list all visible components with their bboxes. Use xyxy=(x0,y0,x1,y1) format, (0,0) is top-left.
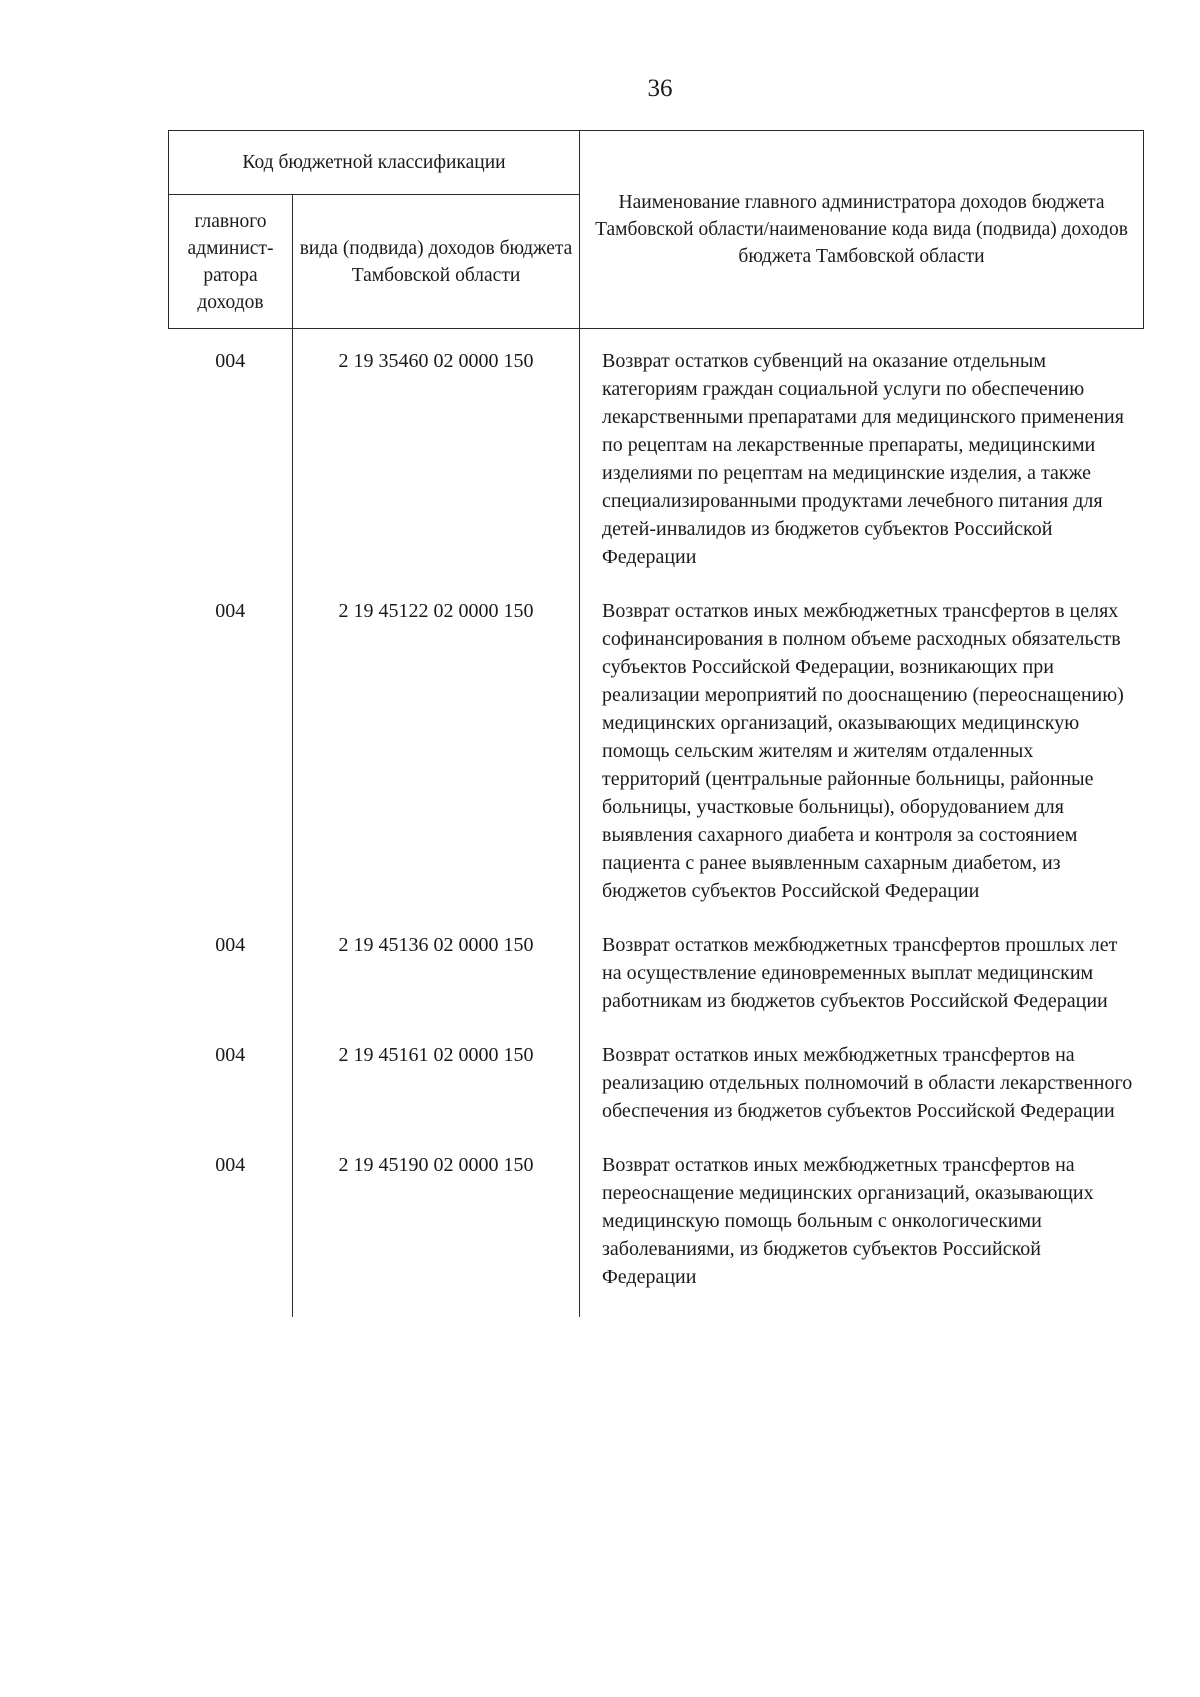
table-row xyxy=(169,1151,1144,1317)
page-number: 36 xyxy=(647,75,673,102)
admin-code-cell: 004 xyxy=(169,931,293,1041)
admin-code-cell: 004 xyxy=(169,1041,293,1151)
budget-classification-table xyxy=(168,130,1144,1317)
header-group-title: Код бюджетной классификации xyxy=(169,131,580,195)
income-code-cell: 2 19 35460 02 0000 150 xyxy=(293,347,580,597)
income-name-cell: Возврат остатков иных межбюджетных трансфертов на переоснащение медицинских организаций, оказывающих медицинскую помощь больным с онкологическими заболеваниями, из бюджетов субъектов Российской Федерации xyxy=(602,1154,1094,1288)
table-row xyxy=(169,1041,1144,1151)
table-header xyxy=(169,131,1144,329)
admin-code-cell: 004 xyxy=(169,597,293,931)
header-col-code: вида (подвида) доходов бюджета Тамбовской области xyxy=(293,195,580,329)
table-row xyxy=(169,347,1144,597)
table-row xyxy=(169,931,1144,1041)
income-name-cell: Возврат остатков иных межбюджетных трансфертов на реализацию отдельных полномочий в области лекарственного обеспечения из бюджетов субъектов Российской Федерации xyxy=(602,1044,1133,1122)
income-name-cell: Возврат остатков субвенций на оказание отдельным категориям граждан социальной услуги по обеспечению лекарственными препаратами для медицинского применения по рецептам на лекарственные препараты, медицинскими изделиями по рецептам на медицинские изделия, а также специализированными продуктами лечебного питания для детей-инвалидов из бюджетов субъектов Российской Федерации xyxy=(602,350,1124,568)
income-code-cell: 2 19 45190 02 0000 150 xyxy=(293,1151,580,1317)
income-name-cell: Возврат остатков иных межбюджетных трансфертов в целях софинансирования в полном объеме расходных обязательств субъектов Российской Федерации, возникающих при реализации мероприятий по дооснащению (переоснащению) медицинских организаций, оказывающих медицинскую помощь сельским жителям и жителям отдаленных территорий (центральные районные больницы, районные больницы, участковые больницы), оборудованием для выявления сахарного диабета и контроля за состоянием пациента с ранее выявленным сахарным диабетом, из бюджетов субъектов Российской Федерации xyxy=(602,600,1124,902)
income-code-cell: 2 19 45161 02 0000 150 xyxy=(293,1041,580,1151)
table-body xyxy=(169,329,1144,1318)
income-code-cell: 2 19 45136 02 0000 150 xyxy=(293,931,580,1041)
table-spacer xyxy=(169,329,1144,348)
header-col-admin: главного админист-ратора доходов xyxy=(169,195,293,329)
table-row xyxy=(169,597,1144,931)
income-name-cell: Возврат остатков межбюджетных трансфертов прошлых лет на осуществление единовременных выплат медицинским работникам из бюджетов субъектов Российской Федерации xyxy=(602,934,1118,1012)
admin-code-cell: 004 xyxy=(169,347,293,597)
header-col-name: Наименование главного администратора доходов бюджета Тамбовской области/наименование кода вида (подвида) доходов бюджета Тамбовской области xyxy=(580,131,1144,329)
admin-code-cell: 004 xyxy=(169,1151,293,1317)
income-code-cell: 2 19 45122 02 0000 150 xyxy=(293,597,580,931)
